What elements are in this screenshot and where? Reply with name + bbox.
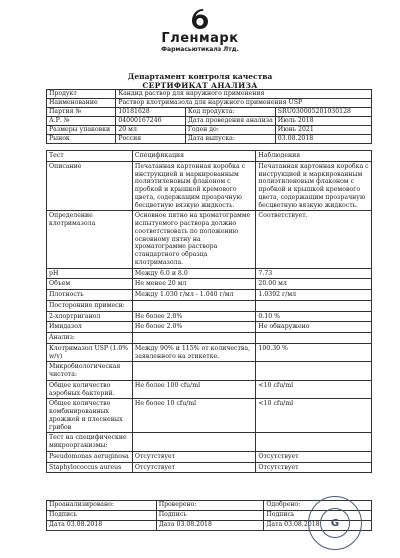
- spec-cell-obs: 7.73: [256, 268, 372, 279]
- spec-cell-test: Имидазол: [47, 322, 133, 333]
- release-label: Дата выпуска:: [185, 135, 275, 144]
- product-code-value: SRU030005201030128: [275, 108, 371, 117]
- spec-cell-test: Посторонние примеси:: [47, 300, 133, 311]
- spec-cell-spec: Между 1.030 г/мл - 1.040 г/мл: [132, 290, 256, 301]
- sign-2: Подпись: [156, 511, 264, 521]
- date-3: Дата 03.08.2018: [264, 521, 372, 531]
- spec-cell-obs: Отсутствует: [256, 451, 372, 462]
- batch-label: Партия №: [47, 108, 116, 117]
- spec-cell-test: Описание: [47, 161, 133, 211]
- product-info-table: [46, 89, 372, 144]
- spec-cell-spec: Между 90% и 115% от количества, заявленного на этикетке.: [132, 343, 256, 362]
- spec-cell-spec: Между 6.0 и 8.0: [132, 268, 256, 279]
- spec-cell-obs: [256, 433, 372, 452]
- spec-cell-spec: Не более 100 cfu/ml: [132, 380, 256, 399]
- spec-row: [47, 161, 372, 211]
- spec-cell-obs: [256, 333, 372, 344]
- market-value: Россия: [116, 135, 186, 144]
- spec-cell-spec: [132, 333, 256, 344]
- spec-cell-obs: Не обнаружено: [256, 322, 372, 333]
- spec-header-row: [47, 151, 372, 162]
- spec-cell-obs: 20.00 мл: [256, 279, 372, 290]
- spec-cell-obs: 0.10 %: [256, 311, 372, 322]
- spec-row: [47, 333, 372, 344]
- col-obs-header: Наблюдения: [256, 151, 372, 162]
- spec-cell-spec: [132, 433, 256, 452]
- spec-cell-spec: Печатанная картонная коробка с инструкцией и маркированным полиэтиленовым флаконом с пробкой и крышкой кремового цвета, содержащим прозрачную бесцветную вязкую жидкость.: [132, 161, 256, 211]
- info-row-batch: [47, 108, 372, 117]
- certificate-title: СЕРТИФИКАТ АНАЛИЗА: [142, 81, 258, 90]
- product-label: Продукт: [47, 90, 116, 99]
- brand-subtitle: Фармасьютикалз Лтд.: [161, 46, 239, 53]
- company-stamp: [308, 496, 362, 550]
- department-title: Департамент контроля качества: [127, 72, 273, 81]
- expiry-label: Годен до:: [185, 126, 275, 135]
- spec-cell-obs: Соответствует.: [256, 211, 372, 268]
- spec-row: [47, 322, 372, 333]
- date-2: Дата 03.08.2018: [156, 521, 264, 531]
- spec-cell-test: Клотримазол USP (1.0% w/v): [47, 343, 133, 362]
- info-row-product: [47, 90, 372, 99]
- specification-table: [46, 150, 372, 473]
- spec-row: [47, 211, 372, 268]
- spec-cell-spec: Не менее 20 мл: [132, 279, 256, 290]
- spec-row: [47, 311, 372, 322]
- sign-1: Подпись: [47, 511, 157, 521]
- spec-cell-spec: [132, 300, 256, 311]
- spec-cell-test: Staphylococcus aureus: [47, 462, 133, 473]
- brand-name: Гленмарк: [161, 31, 239, 46]
- market-label: Рынок: [47, 135, 116, 144]
- spec-cell-test: Объем: [47, 279, 133, 290]
- spec-cell-spec: Основное пятно на хроматограмме испытуемого раствора должно соответствовать по положению основному пятну на хроматограмме раствора стандартного образца клотримазола.: [132, 211, 256, 268]
- product-value: Кандид раствор для наружного применения: [116, 90, 372, 99]
- spec-cell-obs: [256, 362, 372, 381]
- info-row-ar: [47, 117, 372, 126]
- spec-row: [47, 279, 372, 290]
- spec-cell-spec: Отсутствует: [132, 462, 256, 473]
- spec-row: [47, 290, 372, 301]
- spec-cell-obs: 1.0392 г/мл: [256, 290, 372, 301]
- spec-cell-test: Определение клотримазола: [47, 211, 133, 268]
- spec-cell-spec: [132, 362, 256, 381]
- col-test-header: Тест: [47, 151, 133, 162]
- date-1: Дата 03.08.2018: [47, 521, 157, 531]
- spec-body: [47, 161, 372, 473]
- spec-row: [47, 399, 372, 433]
- spec-cell-test: Общее количество аэробных бактерий.: [47, 380, 133, 399]
- sign-3: Подпись: [264, 511, 372, 521]
- release-value: 03.08.2018: [275, 135, 371, 144]
- spec-row: [47, 451, 372, 462]
- spec-cell-test: Общее количество комбинированных дрожжей и плесневых грибов: [47, 399, 133, 433]
- stamp-glenmark-icon: G: [320, 508, 350, 538]
- spec-cell-obs: <10 cfu/ml: [256, 380, 372, 399]
- name-label: Наименование: [47, 99, 116, 108]
- approved-label: Одобрено:: [264, 501, 372, 511]
- spec-row: [47, 268, 372, 279]
- prepared-label: Проанализировано:: [47, 501, 157, 511]
- spec-cell-test: Микробиологическая чистота:: [47, 362, 133, 381]
- spec-cell-test: 2-хлортриганол: [47, 311, 133, 322]
- spec-row: [47, 433, 372, 452]
- analysis-date-label: Дата проведения анализа: [185, 117, 275, 126]
- info-row-name: [47, 99, 372, 108]
- analysis-date-value: Июль 2018: [275, 117, 371, 126]
- product-code-label: Код продукта:: [185, 108, 275, 117]
- spec-cell-test: Тест на специфические микроорганизмы:: [47, 433, 133, 452]
- info-row-pack: [47, 126, 372, 135]
- spec-row: [47, 300, 372, 311]
- spec-cell-spec: Не более 2.0%: [132, 322, 256, 333]
- spec-row: [47, 362, 372, 381]
- glenmark-logo-icon: [187, 6, 213, 32]
- name-value: Раствор клотримазола для наружного применения USP: [116, 99, 372, 108]
- spec-cell-test: Плотность: [47, 290, 133, 301]
- spec-row: [47, 380, 372, 399]
- spec-cell-obs: 100.30 %: [256, 343, 372, 362]
- spec-cell-obs: Печатанная картонная коробка с инструкцией и маркированным полиэтиленовым флаконом с пробкой и крышкой кремового цвета, содержащим прозрачную бесцветную вязкую жидкость.: [256, 161, 372, 211]
- ar-value: 04000167246: [116, 117, 186, 126]
- spec-cell-obs: Отсутствует: [256, 462, 372, 473]
- ar-label: А.Р. №: [47, 117, 116, 126]
- spec-row: [47, 343, 372, 362]
- col-spec-header: Спецификация: [132, 151, 256, 162]
- spec-cell-test: Анализ:: [47, 333, 133, 344]
- spec-cell-obs: <10 cfu/ml: [256, 399, 372, 433]
- spec-row: [47, 462, 372, 473]
- spec-cell-test: Pseudomonas aeruginosa: [47, 451, 133, 462]
- info-row-market: [47, 135, 372, 144]
- pack-value: 20 мл: [116, 126, 186, 135]
- checked-label: Проверено:: [156, 501, 264, 511]
- pack-label: Размеры упаковки: [47, 126, 116, 135]
- spec-cell-spec: Не более 2.0%: [132, 311, 256, 322]
- spec-cell-spec: Не более 10 cfu/ml: [132, 399, 256, 433]
- spec-cell-spec: Отсутствует: [132, 451, 256, 462]
- spec-cell-obs: [256, 300, 372, 311]
- expiry-value: Июнь 2021: [275, 126, 371, 135]
- spec-cell-test: pH: [47, 268, 133, 279]
- batch-value: 10181628: [116, 108, 186, 117]
